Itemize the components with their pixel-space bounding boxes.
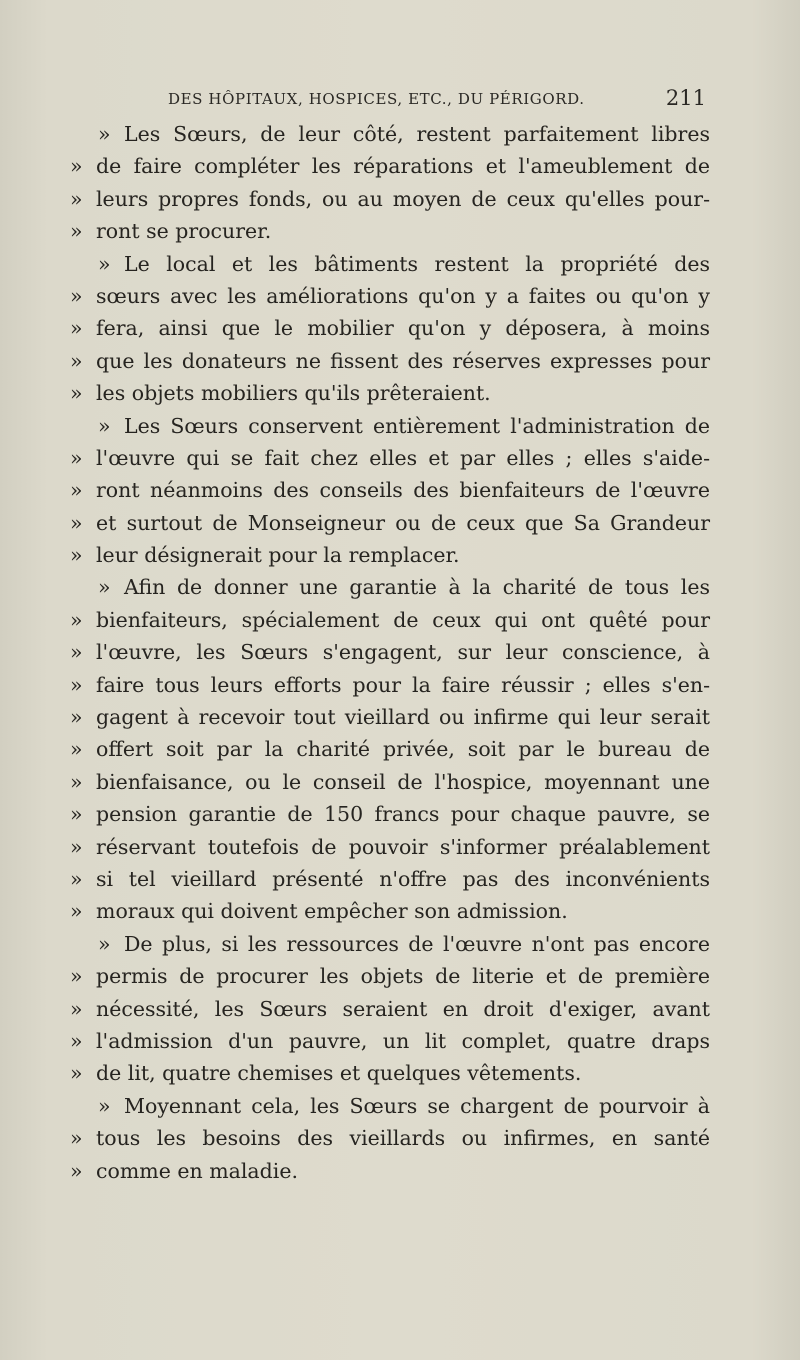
quote-mark: » — [70, 478, 83, 503]
line-text: l'œuvre, les Sœurs s'engagent, sur leur conscience, à — [96, 640, 710, 665]
line-text: Afin de donner une garantie à la charité de tous les — [124, 575, 710, 600]
line-text: faire tous leurs efforts pour la faire réussir ; elles s'en- — [96, 672, 710, 697]
line-text: bienfaisance, ou le conseil de l'hospice, moyennant une — [96, 769, 710, 794]
quote-mark: » — [70, 834, 83, 859]
line-text: De plus, si les ressources de l'œuvre n'ont pas encore — [124, 931, 710, 956]
quote-mark: » — [70, 348, 83, 373]
line-text: Les Sœurs, de leur côté, restent parfaitement libres — [124, 122, 710, 146]
quote-mark: » — [70, 737, 83, 762]
text-line — [70, 539, 710, 571]
text-line — [70, 960, 710, 992]
quote-mark: » — [70, 219, 83, 244]
text-line — [70, 442, 710, 474]
quote-mark: » — [70, 154, 83, 179]
quote-mark: » — [70, 802, 83, 827]
text-line — [70, 733, 710, 765]
line-text: sœurs avec les améliorations qu'on y a faites ou qu'on y — [96, 283, 710, 308]
line-text: ront se procurer. — [96, 219, 272, 244]
running-title: DES HÔPITAUX, HOSPICES, ETC., DU PÉRIGORD. — [168, 90, 585, 108]
quote-mark: » — [70, 705, 83, 730]
quote-mark: » — [70, 186, 83, 211]
quote-mark: » — [98, 931, 111, 956]
line-text: leur désignerait pour la remplacer. — [96, 543, 460, 568]
text-line — [70, 1090, 710, 1122]
quote-mark: » — [70, 769, 83, 794]
line-text: leurs propres fonds, ou au moyen de ceux qu'elles pour- — [96, 186, 710, 211]
text-line — [70, 345, 710, 377]
text-line — [70, 798, 710, 830]
quote-mark: » — [70, 996, 83, 1021]
line-text: réservant toutefois de pouvoir s'informer préalablement — [96, 834, 710, 859]
text-line — [70, 571, 710, 603]
text-line — [70, 215, 710, 247]
quote-mark: » — [98, 575, 111, 600]
line-text: tous les besoins des vieillards ou infirmes, en santé — [96, 1126, 710, 1151]
line-text: nécessité, les Sœurs seraient en droit d'exiger, avant — [96, 996, 710, 1021]
line-text: permis de procurer les objets de literie et de première — [96, 964, 710, 989]
text-line — [70, 636, 710, 668]
line-text: de faire compléter les réparations et l'ameublement de — [96, 154, 710, 179]
text-line — [70, 993, 710, 1025]
quote-mark: » — [70, 607, 83, 632]
text-line — [70, 1057, 710, 1089]
line-text: Moyennant cela, les Sœurs se chargent de pourvoir à — [124, 1093, 710, 1118]
text-line — [70, 150, 710, 182]
line-text: bienfaiteurs, spécialement de ceux qui ont quêté pour — [96, 607, 710, 632]
quote-mark: » — [70, 283, 83, 308]
line-text: et surtout de Monseigneur ou de ceux que Sa Grandeur — [96, 510, 710, 535]
text-line — [70, 1025, 710, 1057]
line-text: les objets mobiliers qu'ils prêteraient. — [96, 381, 491, 406]
line-text: Les Sœurs conservent entièrement l'administration de — [124, 413, 710, 438]
line-text: fera, ainsi que le mobilier qu'on y déposera, à moins — [96, 316, 710, 341]
line-text: Le local et les bâtiments restent la propriété des — [124, 251, 710, 276]
quote-mark: » — [98, 413, 111, 438]
quote-mark: » — [70, 640, 83, 665]
line-text: si tel vieillard présenté n'offre pas des inconvénients — [96, 866, 710, 891]
line-text: de lit, quatre chemises et quelques vêtements. — [96, 1061, 582, 1086]
line-text: offert soit par la charité privée, soit par le bureau de — [96, 737, 710, 762]
line-text: comme en maladie. — [96, 1158, 298, 1183]
text-line — [70, 604, 710, 636]
line-text: moraux qui doivent empêcher son admission. — [96, 899, 568, 924]
line-text: pension garantie de 150 francs pour chaque pauvre, se — [96, 802, 710, 827]
text-line — [70, 669, 710, 701]
quote-mark: » — [70, 381, 83, 406]
text-line — [70, 831, 710, 863]
text-line — [70, 1155, 710, 1187]
quote-mark: » — [70, 316, 83, 341]
quote-mark: » — [98, 122, 111, 146]
quote-mark: » — [70, 899, 83, 924]
quote-mark: » — [70, 510, 83, 535]
text-line — [70, 312, 710, 344]
body-text — [70, 118, 710, 1187]
text-line — [70, 507, 710, 539]
text-line — [70, 474, 710, 506]
text-line — [70, 377, 710, 409]
line-text: que les donateurs ne fissent des réserves expresses pour — [96, 348, 710, 373]
line-text: l'admission d'un pauvre, un lit complet, quatre draps — [96, 1028, 710, 1053]
text-line — [70, 928, 710, 960]
quote-mark: » — [70, 1028, 83, 1053]
page-number: 211 — [665, 86, 706, 110]
text-line — [70, 183, 710, 215]
line-text: gagent à recevoir tout vieillard ou infirme qui leur serait — [96, 705, 710, 730]
quote-mark: » — [70, 1061, 83, 1086]
line-text: l'œuvre qui se fait chez elles et par elles ; elles s'aide- — [96, 445, 710, 470]
text-line — [70, 280, 710, 312]
quote-mark: » — [70, 543, 83, 568]
text-line — [70, 118, 710, 150]
text-line — [70, 410, 710, 442]
text-line — [70, 1122, 710, 1154]
quote-mark: » — [98, 251, 111, 276]
text-line — [70, 895, 710, 927]
line-text: ront néanmoins des conseils des bienfaiteurs de l'œuvre — [96, 478, 710, 503]
text-line — [70, 248, 710, 280]
text-line — [70, 766, 710, 798]
quote-mark: » — [70, 866, 83, 891]
quote-mark: » — [70, 445, 83, 470]
quote-mark: » — [98, 1093, 111, 1118]
running-header — [168, 86, 712, 116]
text-line — [70, 863, 710, 895]
quote-mark: » — [70, 1126, 83, 1151]
quote-mark: » — [70, 672, 83, 697]
quote-mark: » — [70, 1158, 83, 1183]
text-line — [70, 701, 710, 733]
quote-mark: » — [70, 964, 83, 989]
